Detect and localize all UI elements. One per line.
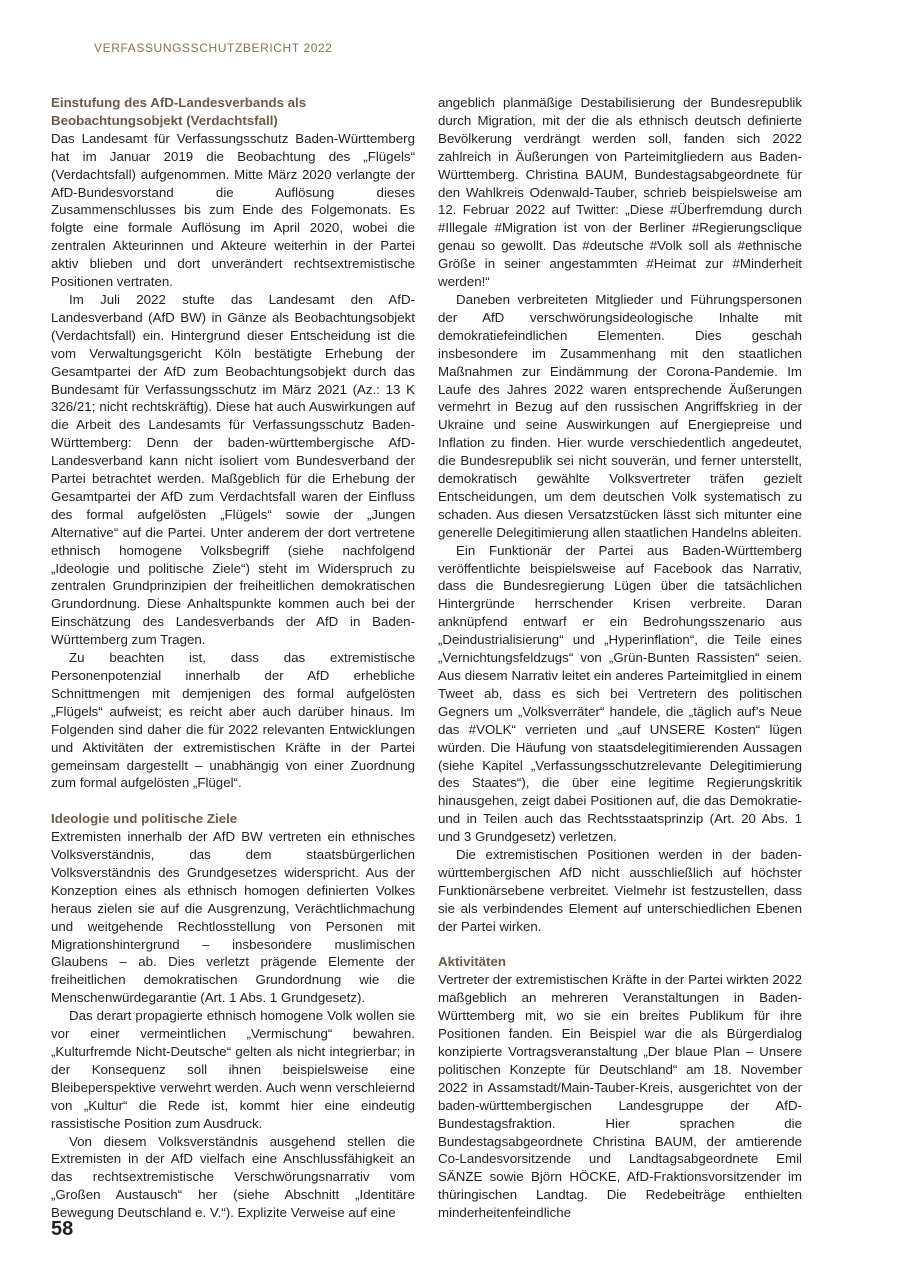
paragraph: Zu beachten ist, dass das extremistische Personenpotenzial innerhalb der AfD erhebliche Schnittmengen mit demjenigen des formal aufgelösten „Flügels“ aufweist; es reicht aber auch darüber hinaus. Im Folgenden sind daher die für 2022 relevanten Entwicklungen und Aktivitäten der extremistischen Kräfte in der Partei gemeinsam dargestellt – unabhängig von einer Zuordnung zum formal aufgelösten „Flügel“. (51, 650, 415, 791)
paragraph: Daneben verbreiteten Mitglieder und Führungspersonen der AfD verschwörungsideologische Inhalte mit demokratiefeindlichen Elementen. Dies geschah insbesondere im Zusammenhang mit den staatlichen Maßnahmen zur Eindämmung der Corona-Pandemie. Im Laufe des Jahres 2022 waren entsprechende Äußerungen vermehrt in Bezug auf den russischen Angriffskrieg in der Ukraine und seine Auswirkungen auf Energiepreise und Inflation zu finden. Hier wurde verschiedentlich angedeutet, die Bundesrepublik sei nicht souverän, und ferner unterstellt, demokratisch gewählte Volksvertreter träfen gezielt Entscheidungen, um dem deutschen Volk systematisch zu schaden. Aus diesen Versatzstücken lässt sich mitunter eine generelle Delegitimierung allen staatlichen Handelns ableiten. (438, 291, 802, 540)
paragraph: angeblich planmäßige Destabilisierung der Bundesrepublik durch Migration, mit der die als ethnisch deutsch definierte Bevölkerung verdrängt werden soll, fanden sich 2022 zahlreich in Äußerungen von Parteimitgliedern aus Baden-Württemberg. Christina BAUM, Bundestagsabgeordnete für den Wahlkreis Odenwald-Tauber, schrieb beispielsweise am 12. Februar 2022 auf Twitter: „Diese #Überfremdung durch #Illegale #Migration ist von der Berliner #Regierungsclique genau so gewollt. Das #deutsche #Volk soll als #ethnische Größe in seiner angestammten #Heimat zur #Minderheit werden!“ (438, 95, 802, 290)
paragraph: Ein Funktionär der Partei aus Baden-Württemberg veröffentlichte beispielsweise auf Facebook das Narrativ, dass die Bundesregierung Lügen über die tatsächlichen Hintergründe herrschender Krisen verbreite. Daran anknüpfend entwarf er ein Bedrohungsszenario aus „Deindustrialisierung“ und „Hyperinflation“, die Teile eines „Vernichtungsfeldzugs“ von „Grün-Bunten Rassisten“ seien. Aus diesem Narrativ leitet ein anderes Parteimitglied in einem Tweet ab, dass es sich bei Vertretern des politischen Gegners um „Volksverräter“ handele, die „täglich auf’s Neue das #VOLK“ verrieten und „auf UNSERE Kosten“ lügen würden. Die Häufung von staatsdelegitimierenden Aussagen (siehe Kapitel „Verfassungsschutzrelevante Delegitimierung des Staates“), die über eine legitime Regierungskritik hinausgehen, zeigt dabei Positionen auf, die das Demokratie- und in Teilen auch das Rechtsstaatsprinzip (Art. 20 Abs. 1 und 3 Grundgesetz) verletzen. (438, 542, 802, 845)
paragraph: Vertreter der extremistischen Kräfte in der Partei wirkten 2022 maßgeblich an mehreren Veranstaltungen in Baden-Württemberg mit, wo sie ein breites Publikum für ihre Positionen fanden. Ein Beispiel war die als Bürgerdialog konzipierte Vortragsveranstaltung „Der blaue Plan – Unsere politischen Konzepte für Deutschland“ am 18. November 2022 in Assamstadt/Main-Tauber-Kreis, ausgerichtet von der baden-württembergischen Landesgruppe der AfD-Bundestagsfraktion. Hier sprachen die Bundestagsabgeordnete Christina BAUM, der amtierende Co-Landesvorsitzende und Landtagsabgeordnete Emil SÄNZE sowie Björn HÖCKE, AfD-Fraktionsvorsitzender im thüringischen Landtag. Die Redebeiträge enthielten minderheitenfeindliche (438, 972, 802, 1221)
section-heading-einstufung: Einstufung des AfD-Landesverbands als Beobachtungsobjekt (Verdachtsfall) (51, 95, 307, 128)
page-number: 58 (51, 1218, 74, 1240)
paragraph: Das derart propagierte ethnisch homogene Volk wollen sie vor einer vermeintlichen „Vermischung“ bewahren. „Kulturfremde Nicht-Deutsche“ gelten als nicht integrierbar; in der Konsequenz soll ihnen beispielsweise eine Bleibeperspektive verwehrt werden. Auch wenn verschleiernd von „Kultur“ die Rede ist, kommt hier eine eindeutig rassistische Position zum Ausdruck. (51, 1008, 415, 1131)
paragraph: Die extremistischen Positionen werden in der baden-württembergischen AfD nicht ausschließlich auf höchster Funktionärsebene verbreitet. Vielmehr ist festzustellen, dass sie als verbindendes Element auf unterschiedlichen Ebenen der Partei wirken. (438, 847, 802, 934)
running-header: VERFASSUNGSSCHUTZBERICHT 2022 (94, 41, 333, 55)
paragraph: Von diesem Volksverständnis ausgehend stellen die Extremisten in der AfD vielfach eine Anschlussfähigkeit an das rechtsextremistische Verschwörungsnarrativ vom „Großen Austausch“ her (siehe Abschnitt „Identitäre Bewegung Deutschland e. V.“). Explizite Verweise auf eine (51, 1133, 415, 1221)
section-heading-ideologie: Ideologie und politische Ziele (51, 811, 238, 827)
paragraph: Extremisten innerhalb der AfD BW vertreten ein ethnisches Volksverständnis, das dem staatsbürgerlichen Volksverständnis des Grundgesetzes widerspricht. Aus der Konzeption eines als ethnisch homogen definierten Volkes heraus zielen sie auf die Ausgrenzung, Verächtlichmachung und weitgehende Rechtlosstellung von Personen mit Migrationshintergrund – insbesondere muslimischen Glaubens – ab. Dies verletzt prägende Elemente der freiheitlichen demokratischen Grundordnung wie die Menschenwürdegarantie (Art. 1 Abs. 1 Grundgesetz). (51, 829, 415, 1006)
right-column (438, 94, 802, 1222)
paragraph: Im Juli 2022 stufte das Landesamt den AfD-Landesverband (AfD BW) in Gänze als Beobachtungsobjekt (Verdachtsfall) ein. Hintergrund dieser Entscheidung ist die vom Verwaltungsgericht Köln bestätigte Erhebung der Gesamtpartei der AfD zum Beobachtungsobjekt durch das Bundesamt für Verfassungsschutz im März 2021 (Az.: 13 K 326/21; nicht rechtskräftig). Diese hat auch Auswirkungen auf die Arbeit des Landesamts für Verfassungsschutz Baden-Württemberg: Denn der baden-württembergische AfD-Landesverband kann nicht isoliert vom Bundesverband der Partei betrachtet werden. Maßgeblich für die Erhebung der Gesamtpartei der AfD zum Verdachtsfall waren der Einfluss des formal aufgelösten „Flügels“ sowie der „Jungen Alternative“ auf die Partei. Unter anderem der dort vertretene ethnisch homogene Volksbegriff (siehe nachfolgend „Ideologie und politische Ziele“) steht im Widerspruch zu zentralen Grundprinzipien der freiheitlichen demokratischen Grundordnung. Diese Anhaltspunkte kommen auch bei der Einschätzung des Landesverbands der AfD in Baden-Württemberg zum Tragen. (51, 291, 415, 648)
left-column (51, 94, 415, 1222)
paragraph: Das Landesamt für Verfassungsschutz Baden-Württemberg hat im Januar 2019 die Beobachtung des „Flügels“ (Verdachtsfall) aufgenommen. Mitte März 2020 verlangte der AfD-Bundesvorstand die Auflösung dieses Zusammenschlusses bis zum Ende des Folgemonats. Es folgte eine formale Auflösung im April 2020, wobei die zentralen Akteurinnen und Akteure weiterhin in der Partei aktiv blieben und dort unverändert rechtsextremistische Positionen vertraten. (51, 130, 415, 290)
section-heading-aktivitaeten: Aktivitäten (438, 954, 506, 970)
